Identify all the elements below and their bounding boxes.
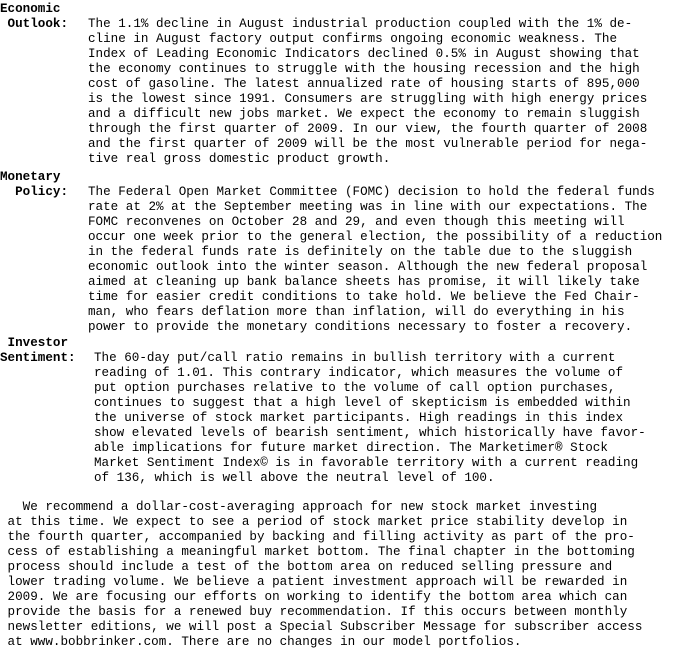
paragraph-line: power to provide the monetary conditions necessary to foster a recovery. <box>88 320 633 334</box>
paragraph-line: aimed at cleaning up bank balance sheets has promise, it will likely take <box>88 275 640 289</box>
paragraph-line: rate at 2% at the September meeting was in line with our expectations. The <box>88 200 648 214</box>
paragraph-line: in the federal funds rate is definitely on the table due to the sluggish <box>88 245 633 259</box>
economic-outlook-section <box>0 0 700 166</box>
paragraph-line: at this time. We expect to see a period of stock market price stability develop in <box>0 515 628 529</box>
paragraph-line: show elevated levels of bearish sentiment, which historically have favor- <box>94 426 646 440</box>
paragraph-line: man, who fears deflation more than inflation, will do everything in his <box>88 305 625 319</box>
section-label-line: Sentiment: <box>0 351 76 365</box>
section-label-line: Monetary <box>0 170 61 184</box>
paragraph-line: The Federal Open Market Committee (FOMC) decision to hold the federal funds <box>88 185 655 199</box>
section-label-line: Policy: <box>0 185 69 199</box>
section-label-line: Economic <box>0 2 61 16</box>
investor-sentiment-section <box>0 336 700 492</box>
paragraph-line: the universe of stock market participants. High readings in this index <box>94 411 624 425</box>
paragraph-line: is the lowest since 1991. Consumers are struggling with high energy prices <box>88 92 648 106</box>
paragraph-line: and the first quarter of 2009 will be the most vulnerable period for nega- <box>88 137 648 151</box>
paragraph-line: economic outlook into the winter season. Although the new federal proposal <box>88 260 648 274</box>
paragraph-line: the economy continues to struggle with the housing recession and the high <box>88 62 640 76</box>
paragraph-line: newsletter editions, we will post a Special Subscriber Message for subscriber access <box>0 620 643 634</box>
paragraph-line: of 136, which is well above the neutral level of 100. <box>94 471 495 485</box>
paragraph-line: reading of 1.01. This contrary indicator, which measures the volume of <box>94 366 624 380</box>
section-label-line: Outlook: <box>0 17 69 31</box>
paragraph-line: The 60-day put/call ratio remains in bullish territory with a current <box>94 351 616 365</box>
paragraph-line: cess of establishing a meaningful market bottom. The final chapter in the bottoming <box>0 545 635 559</box>
paragraph-line: time for easier credit conditions to take hold. We believe the Fed Chair- <box>88 290 640 304</box>
paragraph-line: the fourth quarter, accompanied by backing and filling activity as part of the pro- <box>0 530 635 544</box>
paragraph-line: tive real gross domestic product growth. <box>88 152 391 166</box>
section-label-line: Investor <box>0 336 69 350</box>
paragraph-line: Index of Leading Economic Indicators declined 0.5% in August showing that <box>88 47 640 61</box>
paragraph-line: cost of gasoline. The latest annualized rate of housing starts of 895,000 <box>88 77 640 91</box>
paragraph-line: Market Sentiment Index© is in favorable territory with a current reading <box>94 456 639 470</box>
paragraph-line: process should include a test of the bottom area on reduced selling pressure and <box>0 560 613 574</box>
paragraph-line: continues to suggest that a high level of skepticism is embedded within <box>94 396 631 410</box>
paragraph-line: at www.bobbrinker.com. There are no changes in our model portfolios. <box>0 635 522 649</box>
paragraph-line: occur one week prior to the general election, the possibility of a reduction <box>88 230 663 244</box>
paragraph-line: lower trading volume. We believe a patient investment approach will be rewarded in <box>0 575 628 589</box>
paragraph-line: put option purchases relative to the volume of call option purchases, <box>94 381 616 395</box>
monetary-policy-section <box>0 170 700 334</box>
paragraph-line: 2009. We are focusing our efforts on working to identify the bottom area which can <box>0 590 628 604</box>
paragraph-line: able implications for future market direction. The Marketimer® Stock <box>94 441 608 455</box>
paragraph-line: FOMC reconvenes on October 28 and 29, and even though this meeting will <box>88 215 625 229</box>
closing-paragraph <box>0 500 700 657</box>
paragraph-line: provide the basis for a renewed buy recommendation. If this occurs between monthly <box>0 605 628 619</box>
paragraph-line: We recommend a dollar-cost-averaging approach for new stock market investing <box>0 500 598 514</box>
paragraph-line: The 1.1% decline in August industrial production coupled with the 1% de- <box>88 17 633 31</box>
paragraph-line: cline in August factory output confirms ongoing economic weakness. The <box>88 32 618 46</box>
paragraph-line: through the first quarter of 2009. In our view, the fourth quarter of 2008 <box>88 122 648 136</box>
paragraph-line: and a difficult new jobs market. We expect the economy to remain sluggish <box>88 107 640 121</box>
